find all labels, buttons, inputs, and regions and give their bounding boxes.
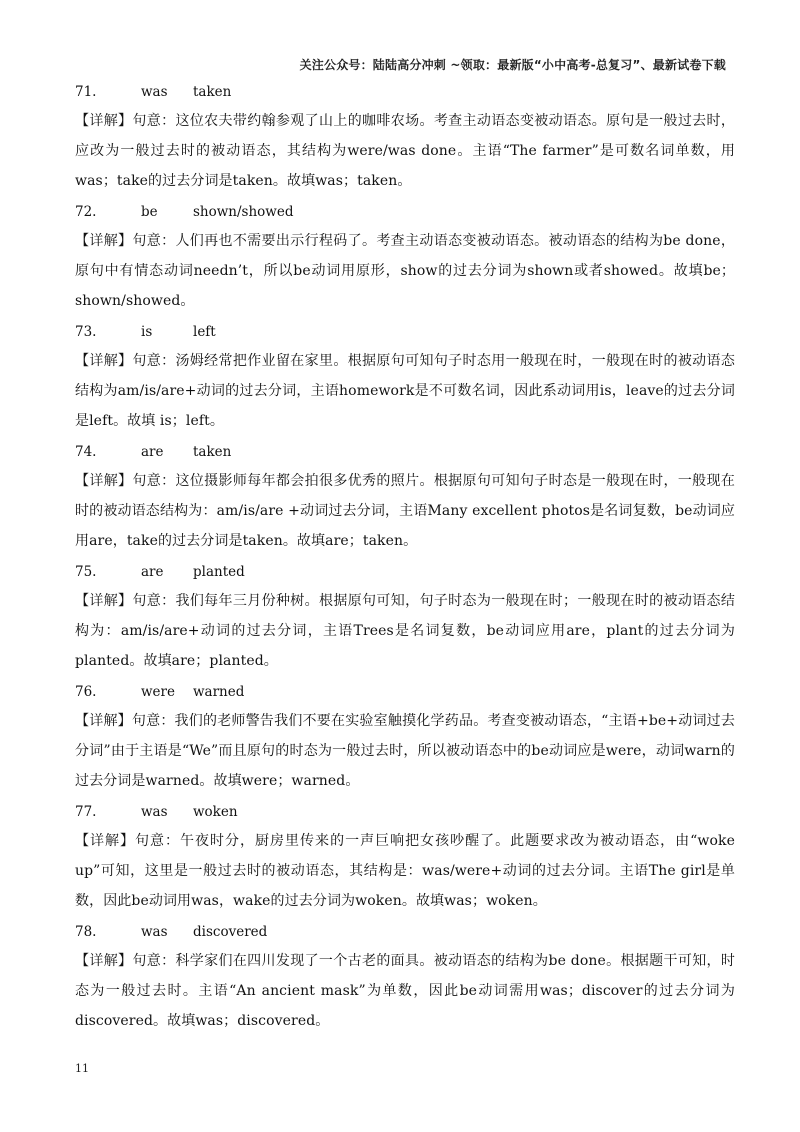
answer-1: was <box>141 804 168 820</box>
question-answer-line <box>75 438 735 466</box>
explanation: 【详解】句意：我们每年三月份种树。根据原句可知，句子时态为一般现在时；一般现在时的被动语态结构为：am/is/are+动词的过去分词，主语Trees是名词复数，be动词应用are，plant的过去分词为planted。故填are；planted。 <box>75 593 735 669</box>
answer-1: are <box>141 444 164 460</box>
question-answer-line <box>75 558 735 586</box>
answer-1: was <box>141 924 168 940</box>
question-number: 73. <box>75 324 97 340</box>
question-block <box>75 678 735 796</box>
explanation: 【详解】句意：这位摄影师每年都会拍很多优秀的照片。根据原句可知句子时态是一般现在时，一般现在时的被动语态结构为：am/is/are +动词过去分词，主语Many excellent photos是名词复数，be动词应用are，take的过去分词是taken。故填are；taken。 <box>75 473 735 549</box>
question-block <box>75 438 735 556</box>
answer-1: is <box>141 324 153 340</box>
answer-2: shown/showed <box>193 204 294 220</box>
explanation: 【详解】句意：人们再也不需要出示行程码了。考查主动语态变被动语态。被动语态的结构为be done，原句中有情态动词needn’t，所以be动词用原形，show的过去分词为shown或者showed。故填be；shown/showed。 <box>75 233 735 309</box>
question-answer-line <box>75 198 735 226</box>
answer-1: was <box>141 84 168 100</box>
page-header: 关注公众号：陆陆高分冲刺 ~领取：最新版“小中高考-总复习”、最新试卷下载 <box>299 58 726 72</box>
question-block <box>75 558 735 676</box>
question-answer-line <box>75 678 735 706</box>
answer-2: taken <box>193 444 232 460</box>
explanation: 【详解】句意：汤姆经常把作业留在家里。根据原句可知句子时态用一般现在时，一般现在时的被动语态结构为am/is/are+动词的过去分词，主语homework是不可数名词，因此系动词用is，leave的过去分词是left。故填 is；left。 <box>75 353 735 429</box>
explanation: 【详解】句意：这位农夫带约翰参观了山上的咖啡农场。考查主动语态变被动语态。原句是一般过去时，应改为一般过去时的被动语态，其结构为were/was done。主语“The farmer”是可数名词单数，用was；take的过去分词是taken。故填was；taken。 <box>75 113 735 189</box>
question-block <box>75 798 735 916</box>
question-number: 71. <box>75 84 97 100</box>
answer-2: taken <box>193 84 232 100</box>
question-number: 72. <box>75 204 97 220</box>
question-block <box>75 78 735 196</box>
question-number: 77. <box>75 804 97 820</box>
question-block <box>75 918 735 1036</box>
answer-1: were <box>141 684 175 700</box>
question-answer-line <box>75 78 735 106</box>
question-number: 78. <box>75 924 97 940</box>
explanation: 【详解】句意：午夜时分，厨房里传来的一声巨响把女孩吵醒了。此题要求改为被动语态，由“woke up”可知，这里是一般过去时的被动语态，其结构是：was/were+动词的过去分词。主语The girl是单数，因此be动词用was，wake的过去分词为woken。故填was；woken。 <box>75 833 735 909</box>
question-number: 74. <box>75 444 97 460</box>
question-number: 76. <box>75 684 97 700</box>
question-answer-line <box>75 798 735 826</box>
answer-1: be <box>141 204 158 220</box>
answer-2: warned <box>193 684 245 700</box>
answer-2: left <box>193 324 216 340</box>
page-number: 11 <box>75 1062 89 1075</box>
answer-2: woken <box>193 804 238 820</box>
question-block <box>75 318 735 436</box>
answer-1: are <box>141 564 164 580</box>
question-answer-line <box>75 918 735 946</box>
answer-2: discovered <box>193 924 268 940</box>
answer-list <box>75 76 735 1038</box>
question-answer-line <box>75 318 735 346</box>
explanation: 【详解】句意：科学家们在四川发现了一个古老的面具。被动语态的结构为be done。根据题干可知，时态为一般过去时。主语“An ancient mask”为单数，因此be动词需用was；discover的过去分词为discovered。故填was；discovered。 <box>75 953 735 1029</box>
question-number: 75. <box>75 564 97 580</box>
answer-2: planted <box>193 564 245 580</box>
question-block <box>75 198 735 316</box>
explanation: 【详解】句意：我们的老师警告我们不要在实验室触摸化学药品。考查变被动语态，“主语+be+动词过去分词”由于主语是“We”而且原句的时态为一般过去时，所以被动语态中的be动词应是were，动词warn的过去分词是warned。故填were；warned。 <box>75 713 735 789</box>
